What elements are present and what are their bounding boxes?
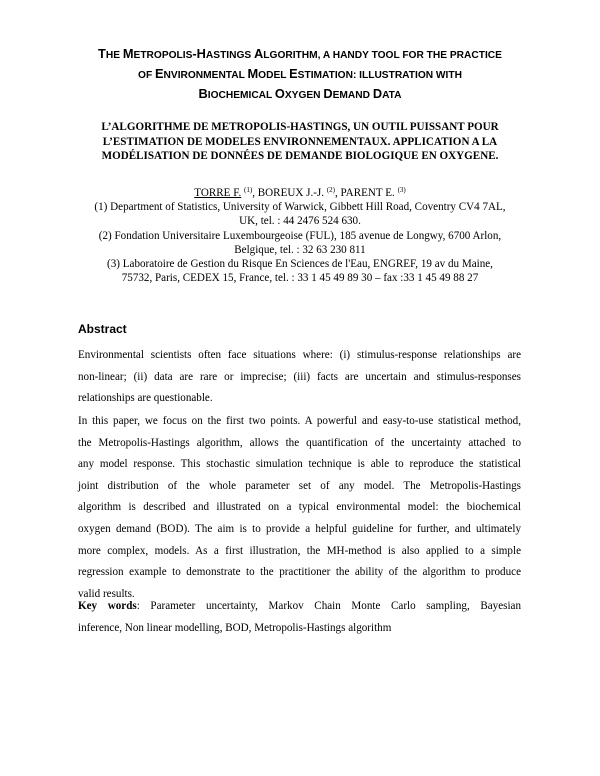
keywords-line: inference, Non linear modelling, BOD, Metropolis-Hastings algorithm bbox=[78, 621, 392, 634]
title-text-segment: A bbox=[254, 46, 264, 61]
title-text-segment: ASTINGS bbox=[205, 50, 255, 61]
title-text-segment: STIMATION: ILLUSTRATION WITH bbox=[297, 70, 462, 81]
author-parent: , PARENT E. bbox=[334, 187, 395, 199]
title-text-segment: B bbox=[198, 86, 208, 101]
affiliation-line: 75732, Paris, CEDEX 15, France, tel. : 33 1 45 49 89 30 – fax :33 1 45 49 88 27 bbox=[121, 272, 479, 285]
title-text-segment: D bbox=[323, 86, 333, 101]
authors-block bbox=[70, 186, 530, 285]
paragraph-line: any model response. This stochastic simulation technique is able to reproduce the statistical bbox=[78, 458, 521, 471]
affiliation-mark: (2) bbox=[326, 186, 335, 194]
paragraph-line: non-linear; (ii) data are rare or imprecise; (iii) facts are uncertain and stimulus-responses bbox=[78, 370, 521, 383]
author-names bbox=[70, 186, 530, 200]
author-torre: TORRE F. bbox=[194, 187, 242, 199]
affiliation-mark: (1) bbox=[244, 186, 253, 194]
abstract-paragraph-1 bbox=[78, 345, 521, 410]
keywords-label: Key words bbox=[78, 600, 137, 612]
paragraph-line: In this paper, we focus on the first two points. A powerful and easy-to-use statistical method, bbox=[78, 415, 521, 427]
keywords-block bbox=[78, 596, 521, 639]
paragraph-line: more complex, models. As a first illustration, the MH-method is also applied to a simple bbox=[78, 544, 521, 557]
affiliation-line: (2) Fondation Universitaire Luxembourgeoise (FUL), 185 avenue de Longwy, 6700 Arlon, bbox=[98, 229, 502, 242]
affiliation-line: Belgique, tel. : 32 63 230 811 bbox=[234, 243, 366, 256]
title-text-segment: ODEL bbox=[258, 70, 290, 81]
title-line bbox=[60, 45, 540, 65]
title-text-segment: T bbox=[98, 46, 106, 61]
title-text-segment: NVIRONMENTAL bbox=[163, 70, 248, 81]
title-text-segment: M bbox=[247, 66, 259, 81]
title-text-segment: EMAND bbox=[332, 90, 373, 101]
paragraph-line: relationships are questionable. bbox=[78, 392, 213, 405]
title-text-segment: IOCHEMICAL bbox=[207, 90, 275, 101]
abstract-paragraph-2 bbox=[78, 411, 521, 605]
affiliation-line: (1) Department of Statistics, University of Warwick, Gibbett Hill Road, Coventry CV4 7AL, bbox=[94, 201, 506, 214]
paragraph-line: regression example to demonstrate to the practitioner the ability of the algorithm to produce bbox=[78, 566, 521, 579]
paragraph-line: valid results. bbox=[78, 587, 135, 600]
affiliation-line: UK, tel. : 44 2476 524 630. bbox=[239, 215, 361, 228]
keywords-line bbox=[78, 596, 521, 618]
paragraph-line: the Metropolis-Hastings algorithm, allows the quantification of the uncertainty attached to bbox=[78, 436, 521, 449]
title-text-segment: OF bbox=[138, 70, 155, 81]
title-line bbox=[60, 85, 540, 105]
title-text-segment: M bbox=[122, 46, 134, 61]
subtitle-line: L’ALGORITHME DE METROPOLIS-HASTINGS, UN OUTIL PUISSANT POUR bbox=[101, 121, 499, 133]
title-text-segment: ATA bbox=[382, 90, 402, 101]
affiliation-mark: (3) bbox=[397, 186, 406, 194]
title-text-segment: LGORITHM, A HANDY TOOL FOR THE PRACTICE bbox=[263, 50, 502, 61]
title-text-segment: D bbox=[372, 86, 383, 101]
affiliation-line: (3) Laboratoire de Gestion du Risque En Sciences de l'Eau, ENGREF, 19 av du Maine, bbox=[107, 258, 493, 271]
french-subtitle bbox=[60, 120, 540, 164]
title-text-segment: -H bbox=[192, 46, 206, 61]
title-line bbox=[60, 65, 540, 85]
author-boreux: , BOREUX J.-J. bbox=[252, 187, 325, 199]
subtitle-line: L’ESTIMATION DE MODELES ENVIRONNEMENTAUX. APPLICATION A LA bbox=[102, 135, 498, 148]
title-text-segment: E bbox=[155, 66, 164, 81]
title-text-segment: HE bbox=[105, 50, 123, 61]
title-text-segment: XYGEN bbox=[284, 90, 324, 101]
title-text-segment: E bbox=[289, 66, 298, 81]
paragraph-line: Environmental scientists often face situations where: (i) stimulus-response relationships are bbox=[78, 349, 521, 361]
title-text-segment: O bbox=[274, 86, 285, 101]
subtitle-line: MODÉLISATION DE DONNÉES DE DEMANDE BIOLOGIQUE EN OXYGENE. bbox=[101, 150, 499, 162]
abstract-heading: Abstract bbox=[78, 322, 127, 336]
keywords-text: : Parameter uncertainty, Markov Chain Monte Carlo sampling, Bayesian bbox=[136, 600, 522, 612]
paragraph-line: joint distribution of the whole parameter set of any model. The Metropolis-Hastings bbox=[78, 479, 521, 492]
paragraph-line: oxygen demand (BOD). The aim is to provide a helpful guideline for further, and ultimately bbox=[78, 522, 521, 535]
paragraph-line: algorithm is described and illustrated on a typical environmental model: the biochemical bbox=[78, 501, 521, 514]
paper-title bbox=[60, 45, 540, 105]
title-text-segment: ETROPOLIS bbox=[133, 50, 193, 61]
